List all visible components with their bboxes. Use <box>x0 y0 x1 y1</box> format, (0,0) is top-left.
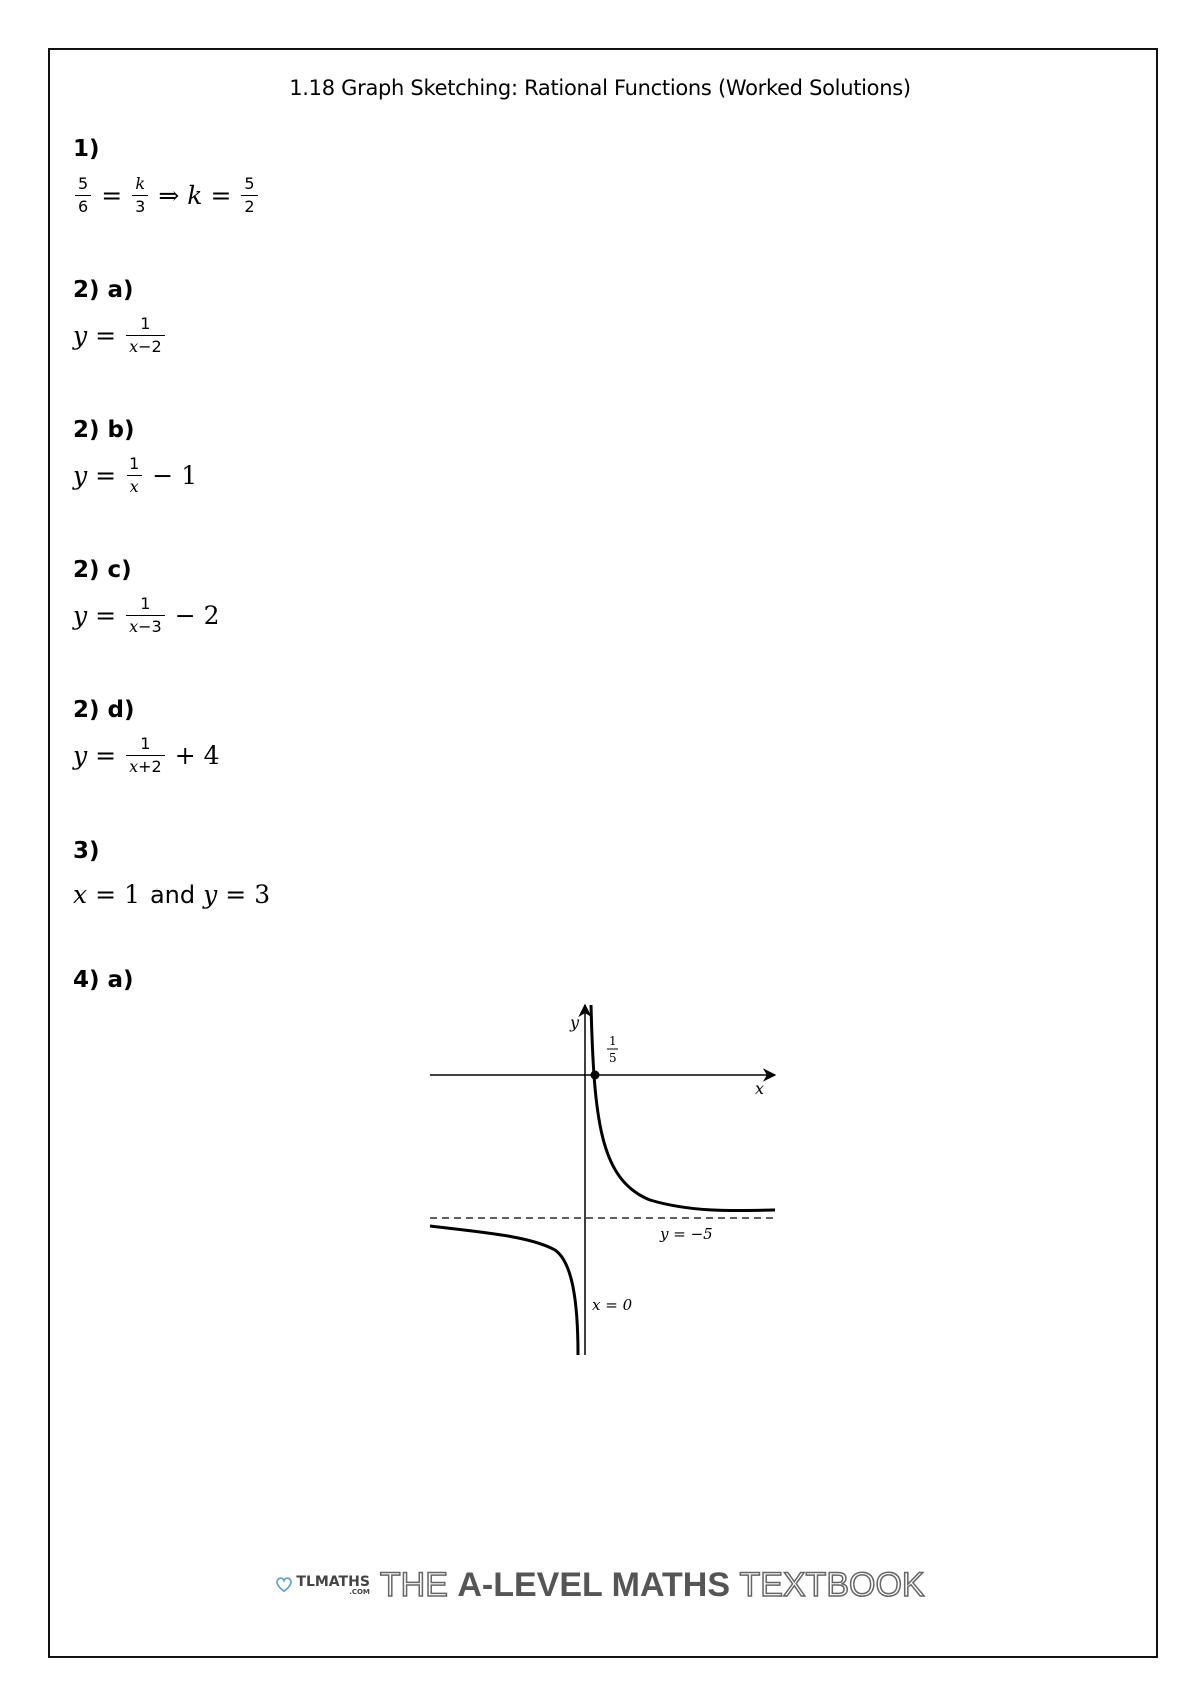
fraction-5-2: $\frac{5}{2}$ <box>241 176 257 215</box>
fraction-k-3: $\frac{k}{3}$ <box>132 176 148 215</box>
question-3-answer: x = 1 and y = 3 <box>73 880 271 909</box>
curve-left-branch <box>430 1226 578 1355</box>
x-intercept-point <box>591 1071 600 1080</box>
question-1-answer: $\frac{5}{6}$ = $\frac{k}{3}$ ⇒ k = $\frac{5}{2}$ <box>73 176 260 215</box>
question-2a-label: 2) a) <box>73 277 134 303</box>
question-2c-label: 2) c) <box>73 557 132 583</box>
rational-function-graph <box>420 1000 780 1360</box>
question-2a-answer: y = $\frac{1}{x-2}$ <box>73 316 167 355</box>
question-2b-answer: y = $\frac{1}{x}$ − 1 <box>73 454 198 496</box>
brand-text-main: A-LEVEL MATHS <box>457 1565 740 1604</box>
brand-text-the: THE <box>379 1565 458 1604</box>
question-3-label: 3) <box>73 838 100 864</box>
y-axis-label: y <box>570 1013 580 1032</box>
question-2d-label: 2) d) <box>73 697 135 723</box>
question-2b-label: 2) b) <box>73 417 135 443</box>
logo-subtext: .COM <box>349 1587 370 1596</box>
question-2d-answer: y = $\frac{1}{x+2}$ + 4 <box>73 734 220 776</box>
curve-right-branch <box>591 1005 775 1211</box>
question-4a-label: 4) a) <box>73 967 134 993</box>
tlmaths-logo <box>275 1575 370 1596</box>
logo-text: TLMATHS <box>296 1573 370 1590</box>
question-1-label: 1) <box>73 136 100 162</box>
horizontal-asymptote-label: y = −5 <box>660 1225 713 1243</box>
x-axis-label: x <box>755 1079 765 1098</box>
and-word: and <box>149 880 196 909</box>
question-2c-answer: y = $\frac{1}{x-3}$ − 2 <box>73 594 220 636</box>
brand-text-textbook: TEXTBOOK <box>739 1565 925 1604</box>
footer-brand <box>0 1565 1200 1605</box>
vertical-asymptote-label: x = 0 <box>592 1296 633 1314</box>
intercept-denominator: 5 <box>609 1051 617 1065</box>
heart-icon <box>275 1577 293 1593</box>
intercept-numerator: 1 <box>609 1034 617 1048</box>
fraction-5-6: $\frac{5}{6}$ <box>75 176 91 215</box>
document-title: 1.18 Graph Sketching: Rational Functions (Worked Solutions) <box>289 76 911 100</box>
page-frame <box>48 48 1158 1658</box>
